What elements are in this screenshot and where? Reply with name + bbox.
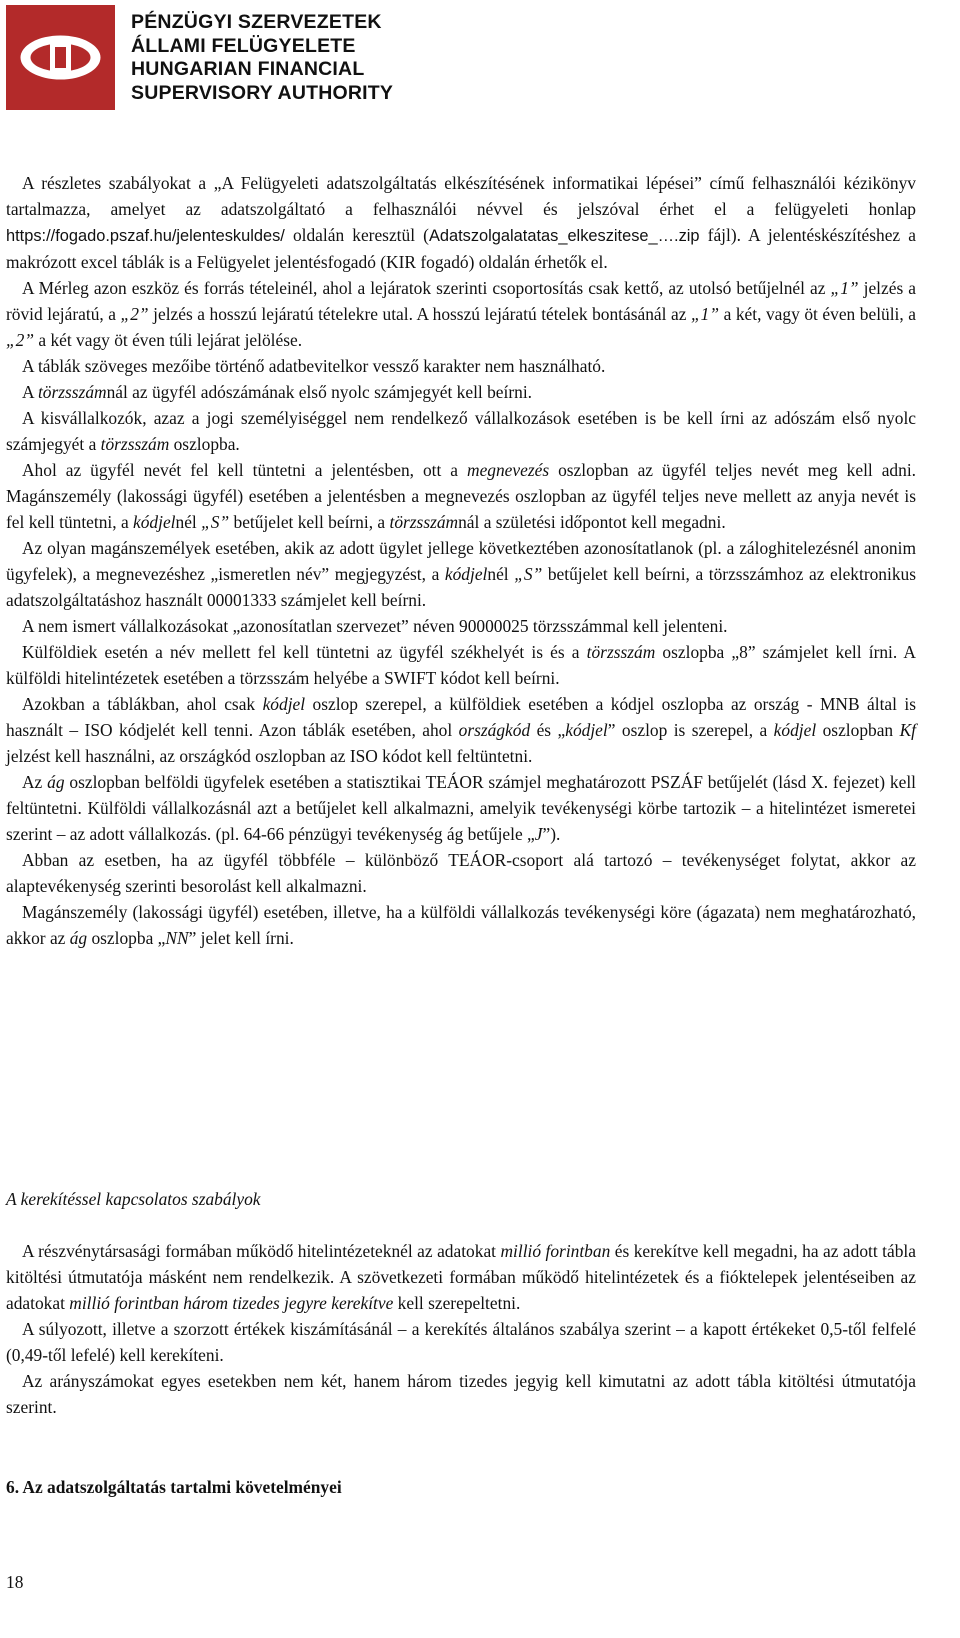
term: országkód xyxy=(458,720,531,740)
term: Kf xyxy=(899,720,916,740)
logo-graphic xyxy=(6,5,115,110)
text-span: Azokban a táblákban, ahol csak xyxy=(22,694,263,714)
text-span: oszlopba „ xyxy=(87,928,166,948)
pszaf-logo-icon xyxy=(6,5,115,110)
paragraph-country-codes xyxy=(6,691,916,769)
paragraph-small-business xyxy=(6,405,916,457)
term: kódjel xyxy=(262,694,306,714)
text-span: oszlopban az ügyfél teljes nevét meg kell adni. Magánszemély (lakossági ügyfél) esetében a jelentésben a megnevezés oszlopban az ügyfél teljes neve mellett az anyja nevét is fel kell tüntetni, a xyxy=(6,460,916,532)
text-span: betűjelet kell beírni, a xyxy=(229,512,390,532)
text-span: ”). xyxy=(542,824,561,844)
text-span: nál a születési időpontot kell megadni. xyxy=(458,512,726,532)
document-body xyxy=(6,170,916,951)
section-heading-rounding: A kerekítéssel kapcsolatos szabályok xyxy=(6,1189,261,1209)
paragraph-unknown-business: A nem ismert vállalkozásokat „azonosítatlan szervezet” néven 90000025 törzsszámmal kell jelenteni. xyxy=(22,616,728,636)
paragraph-sector-code xyxy=(6,769,916,847)
text-span: A kisvállalkozók, azaz a jogi személyiséggel nem rendelkező vállalkozások esetében is be kell írni az adószám első nyolc számjegyét a xyxy=(6,408,916,454)
paragraph-torzsszam xyxy=(6,379,916,405)
text-span: oldalán keresztül ( xyxy=(284,225,429,245)
fogado-link[interactable]: https://fogado.pszaf.hu/jelenteskuldes/ xyxy=(6,227,285,245)
text-span: A részletes szabályokat a „A Felügyeleti adatszolgáltatás elkészítésének informatikai lépései” című felhasználói kézikönyv tartalmazza, amelyet az adatszolgáltató a felhasználói névvel és jelszóval érhet el a felügyeleti honlap xyxy=(6,173,916,219)
text-span: A Mérleg azon eszköz és forrás tételeinél, ahol a lejáratok szerinti csoportosítás csak kettő, az utolsó betűjelnél az xyxy=(22,278,831,298)
org-line-2: ÁLLAMI FELÜGYELETE xyxy=(131,34,356,57)
text-span: nél xyxy=(175,512,202,532)
text-span: jelzés a hosszú lejáratú tételekre utal. A hosszú lejáratú tételek bontásánál az xyxy=(148,304,691,324)
paragraph-foreigners xyxy=(6,639,916,691)
term: törzsszám xyxy=(100,434,170,454)
paragraph-million-forint xyxy=(6,1238,916,1316)
text-span: oszlopban xyxy=(816,720,900,740)
paragraph-manual-reference xyxy=(6,170,916,275)
rounding-section-body xyxy=(6,1238,916,1420)
text-span: oszlopba. xyxy=(169,434,240,454)
text-span: fájl). A jelentéskészítéshez a makrózott excel táblák is a Felügyelet jelentésfogadó (KIR fogadó) oldalán érhetők el. xyxy=(6,225,916,272)
text-span: oszlopban belföldi ügyfelek esetében a statisztikai TEÁOR számjel meghatározott PSZÁF betűjelét (lásd X. fejezet) kell feltüntetni. Külföldi vállalkozásnál azt a betűjelet kell alkalmazni, amelyik tevékenységi körbe tartozik – a hitelintézet ismeretei szerint – az adott vállalkozás. (pl. 64-66 pénzügyi tevékenység ág betűjele „ xyxy=(6,772,916,844)
text-span: A xyxy=(22,382,38,402)
text-span: Ahol az ügyfél nevét fel kell tüntetni a jelentésben, ott a xyxy=(22,460,468,480)
code-2: „2” xyxy=(120,304,149,324)
code-1: „1” xyxy=(830,278,859,298)
text-span: jelzést kell használni, az országkód oszlopban az ISO kódot kell feltüntetni. xyxy=(6,746,533,766)
org-line-4: SUPERVISORY AUTHORITY xyxy=(131,81,394,104)
paragraph-anonymous-clients xyxy=(6,535,916,613)
text-span: a két, vagy öt éven belüli, a xyxy=(719,304,916,324)
paragraph-client-name xyxy=(6,457,916,535)
term: kódjel xyxy=(444,564,488,584)
term: ág xyxy=(69,928,88,948)
term: millió forintban három tizedes jegyre kerekítve xyxy=(69,1293,394,1313)
text-span: kell szerepeltetni. xyxy=(393,1293,521,1313)
paragraph-weighted-values: A súlyozott, illetve a szorzott értékek kiszámításánál – a kerekítés általános szabálya szerint – a kapott értékeket 0,5-től felfelé (0,49-től lefelé) kell kerekíteni. xyxy=(6,1319,916,1365)
text-span: oszlopba „8” számjelet kell írni. A külföldi hitelintézetek esetében a törzsszám helyébe a SWIFT kódot kell beírni. xyxy=(6,642,916,688)
text-span: ” oszlop is szerepel, a xyxy=(607,720,774,740)
text-span: betűjelet kell beírni, a törzsszámhoz az elektronikus adatszolgáltatáshoz használt 00001333 számjelet kell beírni. xyxy=(6,564,916,610)
text-span: nél xyxy=(487,564,515,584)
text-span: Az xyxy=(22,772,48,792)
org-line-1: PÉNZÜGYI SZERVEZETEK xyxy=(131,11,382,33)
code-1: „1” xyxy=(691,304,720,324)
term: kódjel xyxy=(565,720,608,740)
term: megnevezés xyxy=(467,460,550,480)
text-span: Az olyan magánszemélyek esetében, akik az adott ügylet jellege következtében azonosítatlanok (pl. a záloghitelezésnél anonim ügyfelek), a megnevezéshez „ismeretlen név” megjegyzést, a xyxy=(6,538,916,584)
text-span: Magánszemély (lakossági ügyfél) esetében, illetve, ha a külföldi vállalkozás tevékenységi köre (ágazata) nem meghatározható, akkor az xyxy=(6,902,916,948)
text-span: oszlop szerepel, a külföldiek esetében a kódjel oszlopba az ország - MNB által is használt – ISO kódjelét kell tenni. Azon táblák esetében, ahol xyxy=(6,694,917,740)
text-span: a két vagy öt éven túli lejárat jelölése. xyxy=(34,330,303,350)
text-span: A részvénytársasági formában működő hitelintézeteknél az adatokat xyxy=(22,1241,501,1261)
term: ág xyxy=(47,772,65,792)
zip-filename: Adatszolgalatatas_elkeszitese_….zip xyxy=(428,227,700,245)
text-span: és kerekítve kell megadni, ha az adott tábla kitöltési útmutatója másként nem rendelkezik. A szövetkezeti formában működő hitelintézetek és a fióktelepek jelentéseiben az adatokat xyxy=(6,1241,916,1313)
paragraph-comma-rule: A táblák szöveges mezőibe történő adatbevitelkor vessző karakter nem használható. xyxy=(22,356,606,376)
code-2: „2” xyxy=(6,330,35,350)
organization-name xyxy=(131,11,441,105)
text-span: ” jelet kell írni. xyxy=(188,928,294,948)
paragraph-nn-code xyxy=(6,899,916,951)
term: NN xyxy=(165,928,189,948)
term: J xyxy=(534,824,543,844)
term: kódjel xyxy=(773,720,817,740)
page-number: 18 xyxy=(6,1572,24,1592)
page-header xyxy=(6,5,436,110)
term: kódjel xyxy=(133,512,176,532)
text-span: nál az ügyfél adószámának első nyolc számjegyét kell beírni. xyxy=(106,382,533,402)
text-span: és „ xyxy=(530,720,566,740)
term: törzsszám xyxy=(37,382,107,402)
chapter-heading: 6. Az adatszolgáltatás tartalmi követelményei xyxy=(6,1477,342,1497)
term: millió forintban xyxy=(500,1241,611,1261)
term: törzsszám xyxy=(586,642,656,662)
text-span: jelzés a rövid lejáratú, a xyxy=(6,278,916,324)
term: „S” xyxy=(514,564,543,584)
text-span: Külföldiek esetén a név mellett fel kell tüntetni az ügyfél székhelyét is és a xyxy=(22,642,587,662)
term: törzsszám xyxy=(389,512,459,532)
paragraph-ratios: Az arányszámokat egyes esetekben nem két, hanem három tizedes jegyig kell kimutatni az adott tábla kitöltési útmutatója szerint. xyxy=(6,1371,916,1417)
org-line-3: HUNGARIAN FINANCIAL xyxy=(131,58,365,80)
term: „S” xyxy=(201,512,230,532)
paragraph-multiple-activities: Abban az esetben, ha az ügyfél többféle – különböző TEÁOR-csoport alá tartozó – tevékenységet folytat, akkor az alaptevékenység szerinti besorolást kell alkalmazni. xyxy=(6,850,916,896)
paragraph-maturity-codes xyxy=(6,275,916,353)
